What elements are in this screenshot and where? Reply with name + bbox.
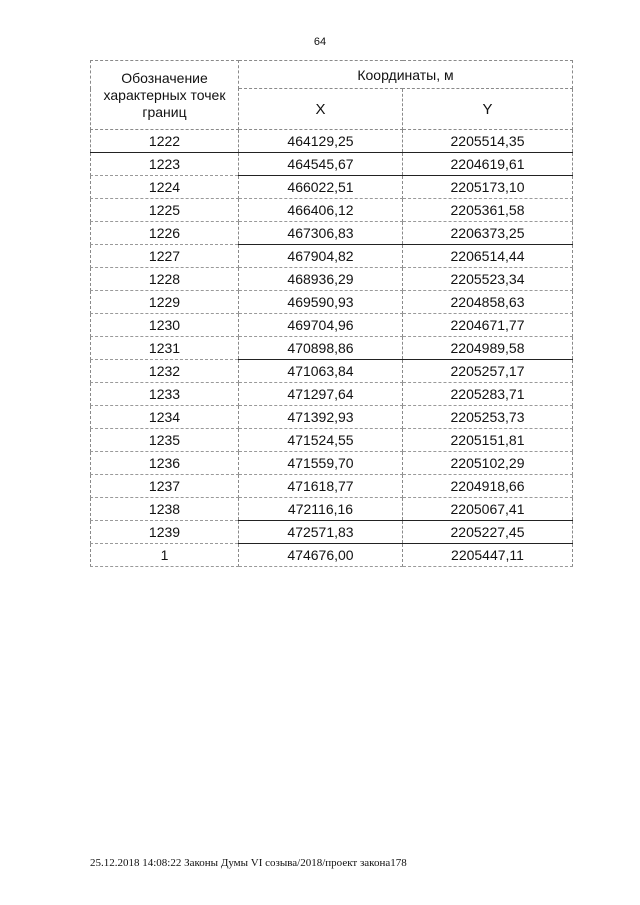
cell-x: 469704,96 (239, 314, 403, 337)
cell-x: 470898,86 (239, 337, 403, 360)
table-row (91, 360, 573, 383)
table-row (91, 383, 573, 406)
cell-y: 2205257,17 (403, 360, 573, 383)
cell-x: 467306,83 (239, 222, 403, 245)
cell-x: 464545,67 (239, 153, 403, 176)
cell-x: 469590,93 (239, 291, 403, 314)
cell-x: 466022,51 (239, 176, 403, 199)
cell-point: 1226 (91, 222, 239, 245)
cell-y: 2205447,11 (403, 544, 573, 567)
table-row (91, 176, 573, 199)
cell-point: 1233 (91, 383, 239, 406)
table-row (91, 521, 573, 544)
cell-point: 1223 (91, 153, 239, 176)
cell-x: 468936,29 (239, 268, 403, 291)
cell-point: 1239 (91, 521, 239, 544)
cell-point: 1238 (91, 498, 239, 521)
table-row (91, 406, 573, 429)
cell-y: 2204858,63 (403, 291, 573, 314)
cell-point: 1229 (91, 291, 239, 314)
table-row (91, 452, 573, 475)
cell-point: 1236 (91, 452, 239, 475)
cell-y: 2205514,35 (403, 130, 573, 153)
cell-y: 2204989,58 (403, 337, 573, 360)
cell-point: 1228 (91, 268, 239, 291)
cell-y: 2205067,41 (403, 498, 573, 521)
cell-point: 1227 (91, 245, 239, 268)
cell-x: 471392,93 (239, 406, 403, 429)
cell-point: 1224 (91, 176, 239, 199)
cell-y: 2205227,45 (403, 521, 573, 544)
cell-y: 2206373,25 (403, 222, 573, 245)
table-row (91, 199, 573, 222)
cell-x: 472116,16 (239, 498, 403, 521)
cell-y: 2205253,73 (403, 406, 573, 429)
cell-y: 2206514,44 (403, 245, 573, 268)
cell-x: 466406,12 (239, 199, 403, 222)
table-row (91, 245, 573, 268)
cell-x: 471524,55 (239, 429, 403, 452)
table-row (91, 291, 573, 314)
table-row (91, 153, 573, 176)
page-number: 64 (313, 36, 327, 48)
table-row (91, 498, 573, 521)
header-x: X (239, 89, 403, 130)
cell-y: 2204619,61 (403, 153, 573, 176)
cell-point: 1230 (91, 314, 239, 337)
cell-point: 1235 (91, 429, 239, 452)
table-row (91, 130, 573, 153)
table-row (91, 222, 573, 245)
cell-x: 471559,70 (239, 452, 403, 475)
cell-point: 1232 (91, 360, 239, 383)
table-row (91, 475, 573, 498)
cell-x: 474676,00 (239, 544, 403, 567)
cell-point: 1231 (91, 337, 239, 360)
cell-x: 472571,83 (239, 521, 403, 544)
cell-x: 471297,64 (239, 383, 403, 406)
cell-y: 2205361,58 (403, 199, 573, 222)
cell-x: 464129,25 (239, 130, 403, 153)
header-point-designation: Обозначение характерных точек границ (91, 61, 239, 130)
cell-x: 467904,82 (239, 245, 403, 268)
cell-point: 1222 (91, 130, 239, 153)
table-row (91, 314, 573, 337)
table-row (91, 429, 573, 452)
cell-y: 2205523,34 (403, 268, 573, 291)
header-coordinates: Координаты, м (239, 61, 573, 89)
table-row (91, 268, 573, 291)
cell-y: 2204671,77 (403, 314, 573, 337)
cell-point: 1 (91, 544, 239, 567)
cell-x: 471063,84 (239, 360, 403, 383)
header-y: Y (403, 89, 573, 130)
table-row (91, 544, 573, 567)
cell-y: 2205102,29 (403, 452, 573, 475)
coordinates-table (90, 60, 573, 567)
cell-y: 2205283,71 (403, 383, 573, 406)
footer-stamp: 25.12.2018 14:08:22 Законы Думы VI созыва/2018/проект закона178 (90, 857, 407, 869)
table-row (91, 337, 573, 360)
cell-point: 1237 (91, 475, 239, 498)
cell-x: 471618,77 (239, 475, 403, 498)
cell-point: 1225 (91, 199, 239, 222)
cell-y: 2205151,81 (403, 429, 573, 452)
cell-y: 2204918,66 (403, 475, 573, 498)
cell-point: 1234 (91, 406, 239, 429)
cell-y: 2205173,10 (403, 176, 573, 199)
table-body (91, 130, 573, 567)
